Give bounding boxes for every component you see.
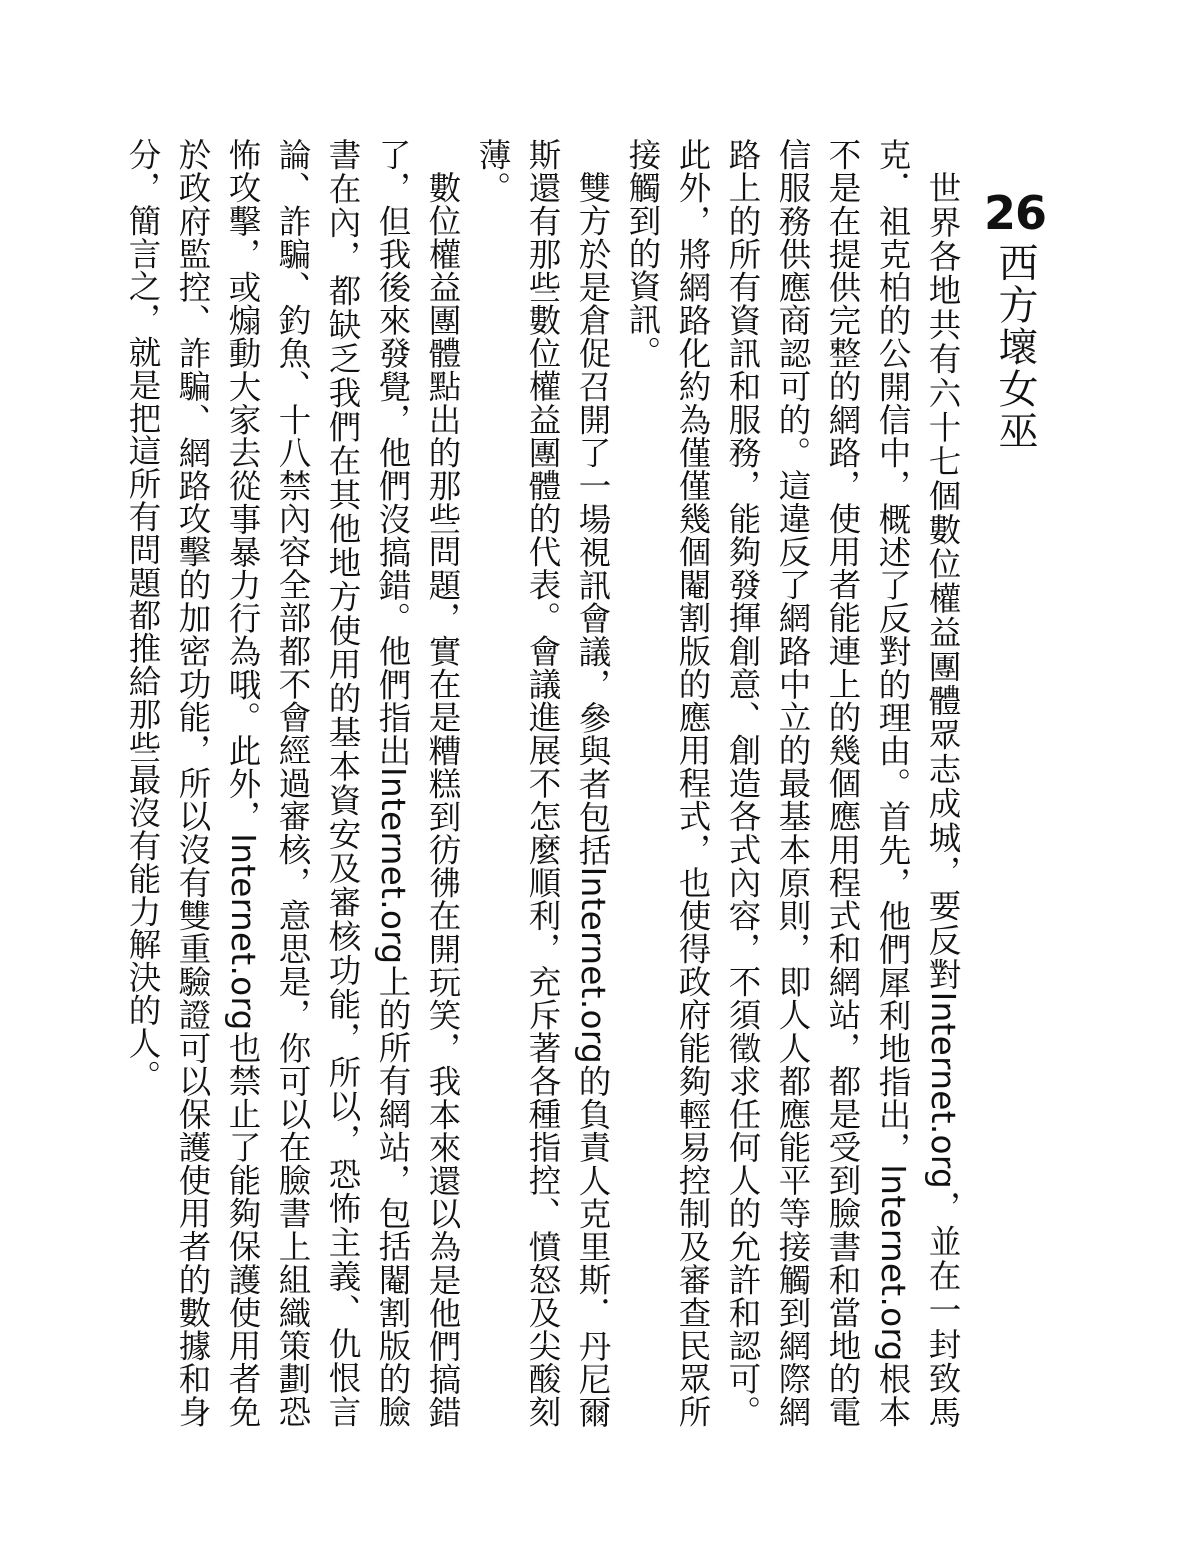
paragraph-2: 雙方於是倉促召開了一場視訊會議，參與者包括Internet.org的負責人克里斯．丹尼爾斯還有那些數位權益團體的代表。會議進展不怎麼順利，充斥著各種指控、憤怒及尖酸刻薄。 bbox=[474, 138, 612, 1428]
paragraph-1: 世界各地共有六十七個數位權益團體眾志成城，要反對Internet.org，並在一封致馬克．祖克柏的公開信中，概述了反對的理由。首先，他們犀利地指出，Internet.org根本不是在提供完整的網路，使用者能連上的幾個應用程式和網站，都是受到臉書和當地的電信服務供應商認可的。這違反了網路中立的最基本原則，即人人都應能平等接觸到網際網路上的所有資訊和服務，能夠發揮創意、創造各式內容，不須徵求任何人的允許和認可。此外，將網路化約為僅僅幾個閹割版的應用程式，也使得政府能夠輕易控制及審查民眾所接觸到的資訊。 bbox=[624, 138, 962, 1428]
page-number: 26 bbox=[983, 186, 1046, 240]
body-text bbox=[118, 138, 968, 1428]
paragraph-3: 數位權益團體點出的那些問題，實在是糟糕到彷彿在開玩笑，我本來還以為是他們搞錯了，但我後來發覺，他們沒搞錯。他們指出Internet.org上的所有網站，包括閹割版的臉書在內，都缺乏我們在其他地方使用的基本資安及審核功能，所以，恐怖主義、仇恨言論、詐騙、釣魚、十八禁內容全部都不會經過審核，意思是，你可以在臉書上組織策劃恐怖攻擊，或煽動大家去從事暴力行為哦。此外，Internet.org也禁止了能夠保護使用者免於政府監控、詐騙、網路攻擊的加密功能，所以沒有雙重驗證可以保護使用者的數據和身分，簡言之，就是把這所有問題都推給那些最沒有能力解決的人。 bbox=[124, 138, 462, 1428]
page-header bbox=[980, 188, 1050, 452]
chapter-title: 西方壞女巫 bbox=[992, 242, 1038, 452]
